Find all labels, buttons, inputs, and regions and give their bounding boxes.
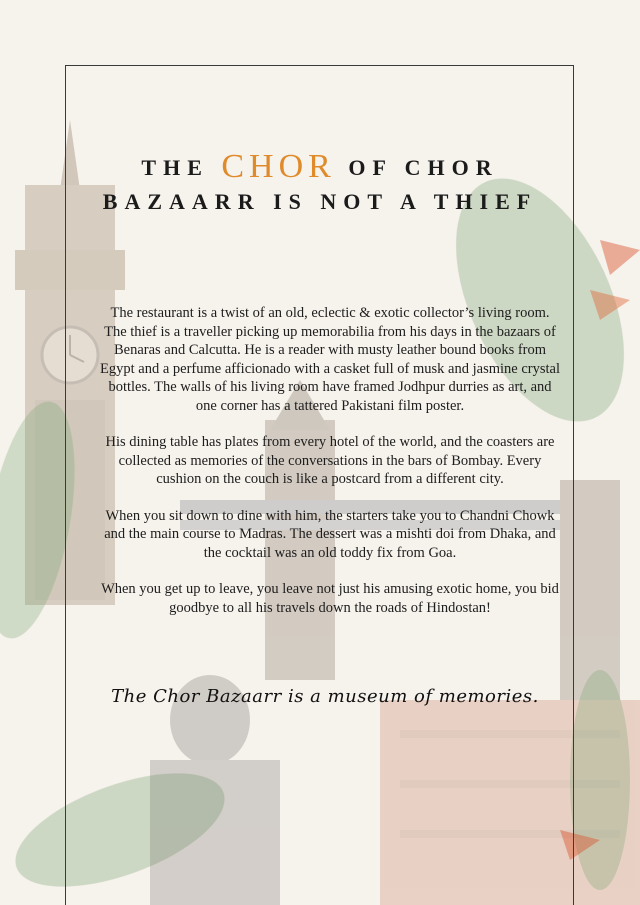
paragraph-3: When you sit down to dine with him, the starters take you to Chandni Chowk and the main course to Madras. The dessert was a mishti doi from Dhaka, and the cocktail was an old toddy fix from Goa.	[104, 507, 556, 561]
title-accent-word: CHOR	[221, 148, 336, 185]
title-part-2: OF CHOR BAZAARR IS NOT A THIEF	[102, 155, 538, 214]
title-part-1: THE	[141, 155, 209, 180]
paragraph-4: When you get up to leave, you leave not just his amusing exotic home, you bid goodbye to all his travels down the roads of Hindostan!	[101, 581, 559, 616]
story-body	[100, 304, 560, 635]
paragraph-1: The restaurant is a twist of an old, eclectic & exotic collector’s living room. The thief is a traveller picking up memorabilia from his days in the bazaars of Benaras and Calcutta. He is a reader with musty leather bound books from Egypt and a perfume afficionado with a casket full of musk and jasmine crystal bottles. The walls of his living room have framed Jodhpur durries as art, and one corner has a tattered Pakistani film poster.	[100, 305, 560, 414]
page-title	[90, 150, 550, 219]
tagline: The Chor Bazaarr is a museum of memories.	[111, 686, 539, 707]
paragraph-2: His dining table has plates from every hotel of the world, and the coasters are collected as memories of the conversations in the bars of Bombay. Every cushion on the couch is like a postcard from a different city.	[105, 434, 555, 487]
